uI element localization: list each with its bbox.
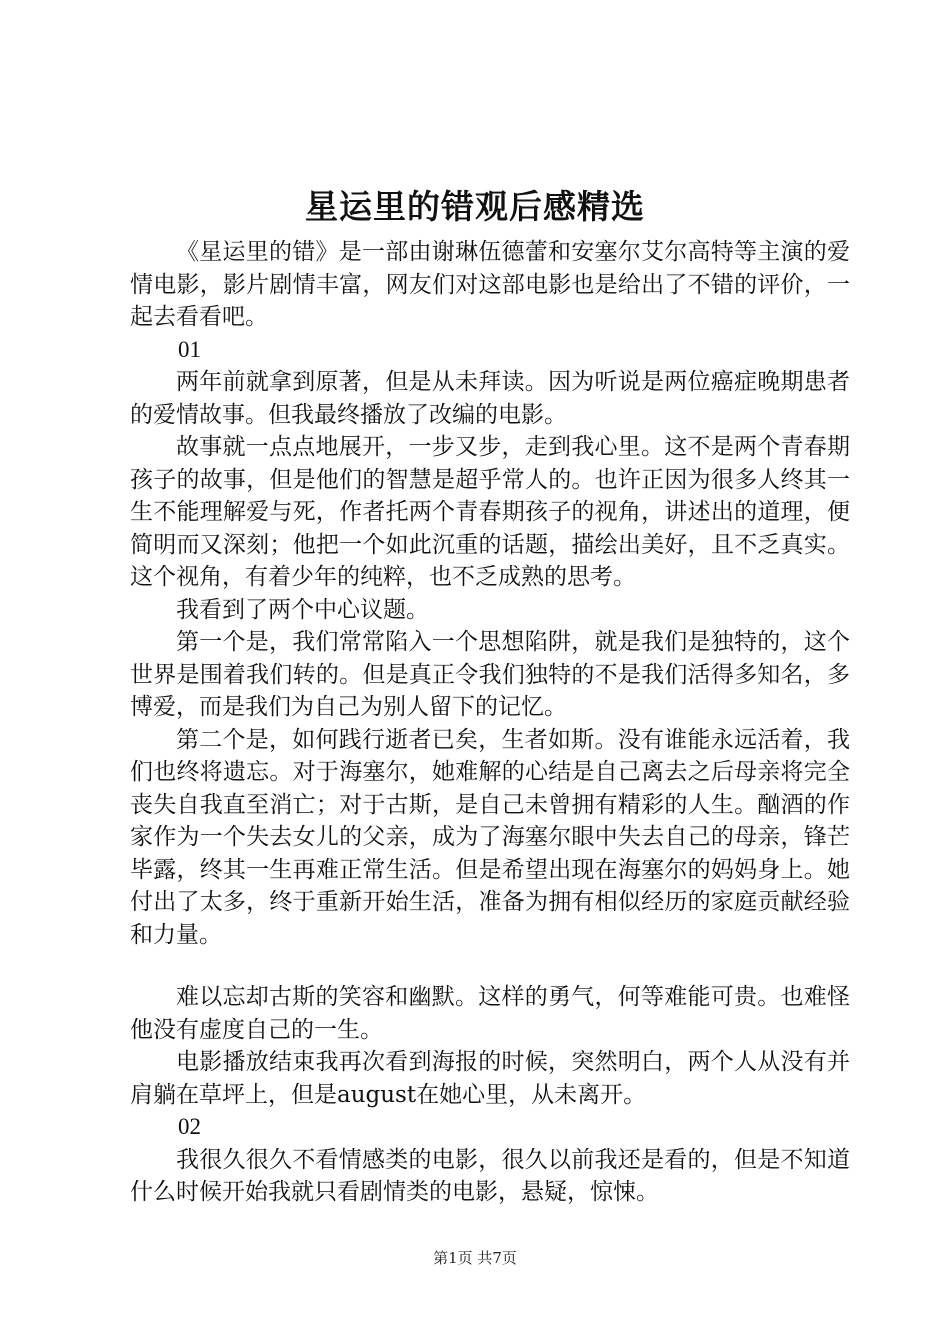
paragraph: 第二个是，如何践行逝者已矣，生者如斯。没有谁能永远活着，我们也终将遗忘。对于海塞尔，她难解的心结是自己离去之后母亲将完全丧失自我直至消亡；对于古斯，是自己未曾拥有精彩的人生。酗酒的作家作为一个失去女儿的父亲，成为了海塞尔眼中失去自己的母亲，锋芒毕露，终其一生再难正常生活。但是希望出现在海塞尔的妈妈身上。她付出了太多，终于重新开始生活，准备为拥有相似经历的家庭贡献经验和力量。 (130, 726, 850, 948)
page-footer: 第1页 共7页 (433, 1249, 517, 1267)
paragraph: 我很久很久不看情感类的电影，很久以前我还是看的，但是不知道什么时候开始我就只看剧情类的电影，悬疑，惊悚。 (130, 1146, 850, 1205)
intro-paragraph: 《星运里的错》是一部由谢琳伍德蕾和安塞尔艾尔高特等主演的爱情电影，影片剧情丰富，网友们对这部电影也是给出了不错的评价，一起去看看吧。 (130, 239, 850, 330)
paragraph: 电影播放结束我再次看到海报的时候，突然明白，两个人从没有并肩躺在草坪上，但是august在她心里，从未离开。 (130, 1049, 850, 1108)
paragraph: 我看到了两个中心议题。 (176, 596, 429, 623)
paragraph: 故事就一点点地展开，一步又步，走到我心里。这不是两个青春期孩子的故事，但是他们的智慧是超乎常人的。也许正因为很多人终其一生不能理解爱与死，作者托两个青春期孩子的视角，讲述出的道理，便简明而又深刻；他把一个如此沉重的话题，描绘出美好，且不乏真实。这个视角，有着少年的纯粹，也不乏成熟的思考。 (130, 434, 850, 590)
paragraph: 第一个是，我们常常陷入一个思想陷阱，就是我们是独特的，这个世界是围着我们转的。但是真正令我们独特的不是我们活得多知名，多博爱，而是我们为自己为别人留下的记忆。 (130, 629, 850, 720)
paragraph: 两年前就拿到原著，但是从未拜读。因为听说是两位癌症晚期患者的爱情故事。但我最终播放了改编的电影。 (130, 369, 850, 428)
document-body (130, 236, 850, 1209)
document-title: 星运里的错观后感精选 (305, 187, 645, 226)
paragraph: 难以忘却古斯的笑容和幽默。这样的勇气，何等难能可贵。也难怪他没有虚度自己的一生。 (130, 984, 850, 1043)
section-number-01: 01 (178, 336, 201, 362)
section-number-02: 02 (178, 1114, 201, 1139)
